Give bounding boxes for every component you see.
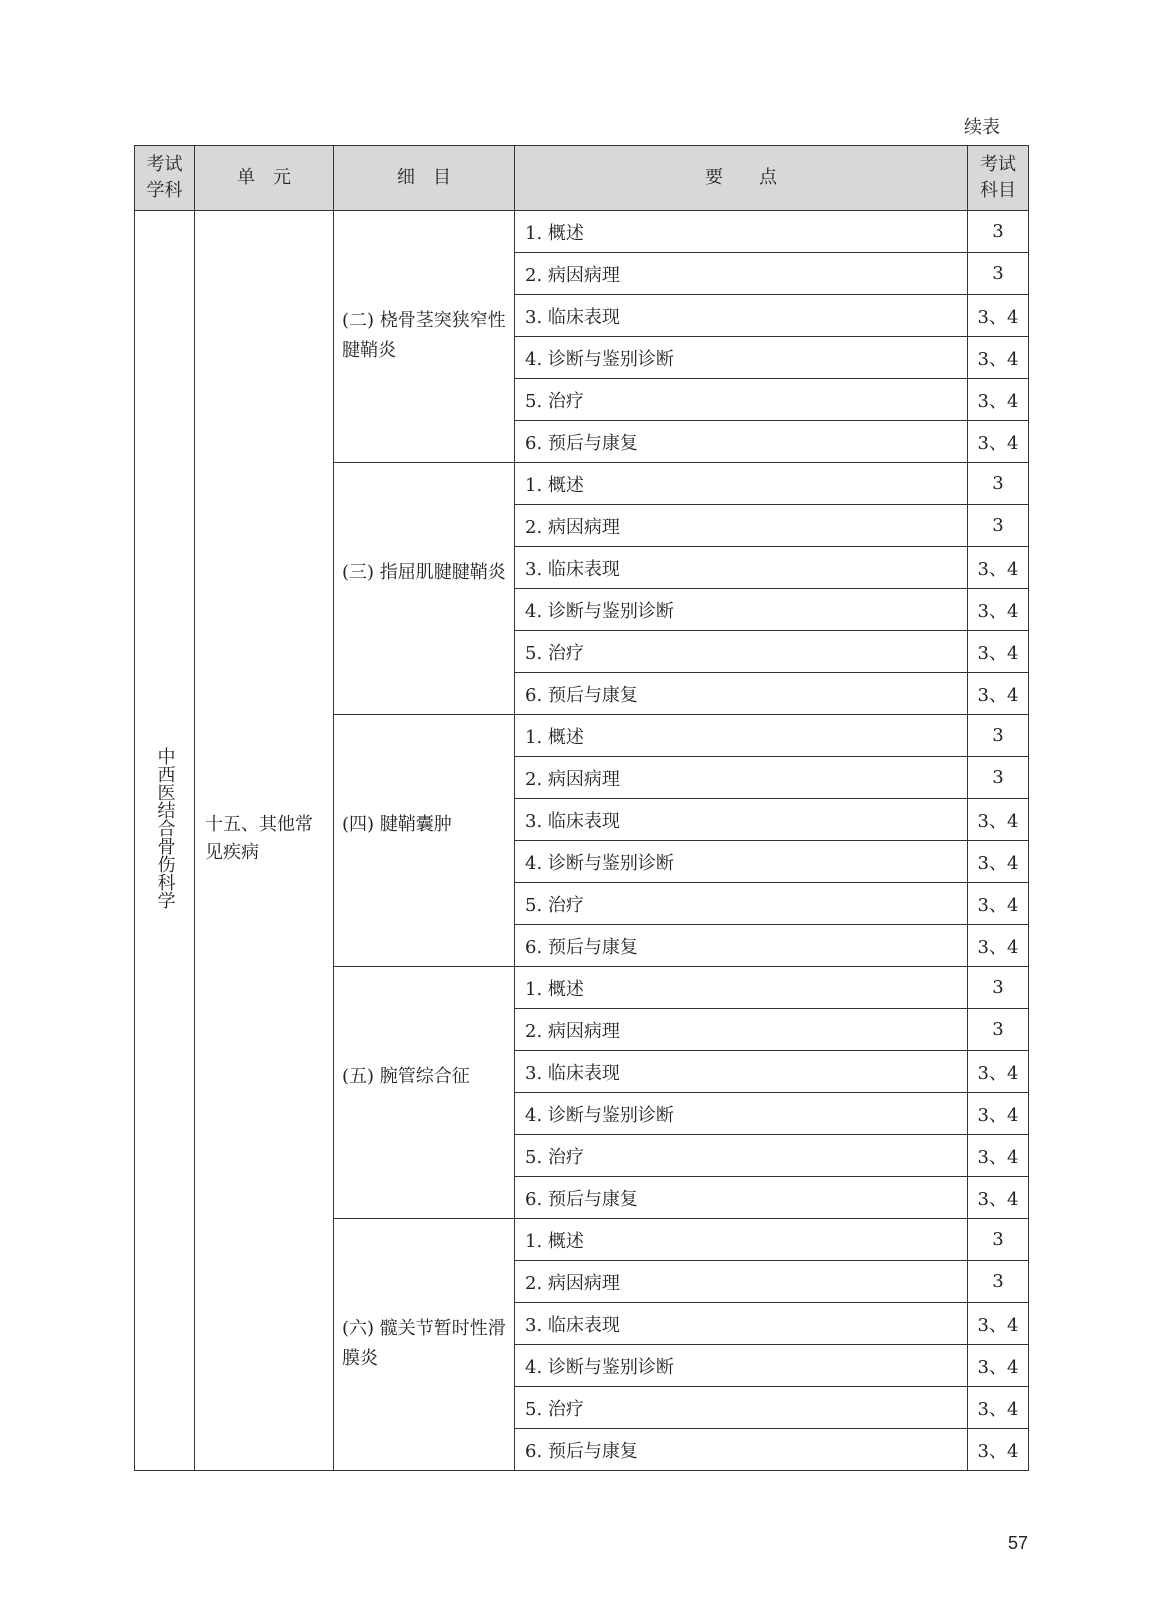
exam-subject-cell: 3 xyxy=(968,967,1029,1009)
point-cell: 5. 治疗 xyxy=(515,631,968,673)
exam-subject-cell: 3 xyxy=(968,463,1029,505)
exam-subject-cell: 3 xyxy=(968,757,1029,799)
subject-cell xyxy=(135,211,195,1471)
page-number: 57 xyxy=(1007,1533,1028,1553)
exam-syllabus-table xyxy=(134,145,1029,1471)
exam-subject-cell: 3、4 xyxy=(968,337,1029,379)
point-cell: 3. 临床表现 xyxy=(515,1051,968,1093)
detail-cell xyxy=(334,715,515,967)
point-cell: 6. 预后与康复 xyxy=(515,925,968,967)
exam-subject-cell: 3 xyxy=(968,1009,1029,1051)
point-cell: 4. 诊断与鉴别诊断 xyxy=(515,1345,968,1387)
detail-text: (三) 指屈肌腱腱鞘炎 xyxy=(342,562,506,583)
detail-cell xyxy=(334,211,515,463)
point-cell: 2. 病因病理 xyxy=(515,1261,968,1303)
point-cell: 1. 概述 xyxy=(515,715,968,757)
exam-subject-cell: 3 xyxy=(968,715,1029,757)
detail-text: (四) 腱鞘囊肿 xyxy=(342,814,452,835)
exam-subject-cell: 3、4 xyxy=(968,841,1029,883)
exam-subject-cell: 3 xyxy=(968,505,1029,547)
detail-cell xyxy=(334,1219,515,1471)
subject-text: 中西医结合骨伤科学 xyxy=(154,747,176,909)
header-detail xyxy=(334,146,515,211)
exam-subject-cell: 3、4 xyxy=(968,1429,1029,1471)
point-cell: 3. 临床表现 xyxy=(515,295,968,337)
point-cell: 1. 概述 xyxy=(515,1219,968,1261)
point-cell: 1. 概述 xyxy=(515,463,968,505)
point-cell: 1. 概述 xyxy=(515,967,968,1009)
point-cell: 4. 诊断与鉴别诊断 xyxy=(515,841,968,883)
point-cell: 2. 病因病理 xyxy=(515,1009,968,1051)
point-cell: 3. 临床表现 xyxy=(515,547,968,589)
exam-subject-cell: 3 xyxy=(968,253,1029,295)
detail-cell xyxy=(334,967,515,1219)
header-subject xyxy=(135,146,195,211)
header-unit-label: 单 元 xyxy=(237,167,291,188)
exam-subject-cell: 3、4 xyxy=(968,547,1029,589)
exam-subject-cell: 3 xyxy=(968,211,1029,253)
exam-subject-cell: 3 xyxy=(968,1261,1029,1303)
point-cell: 6. 预后与康复 xyxy=(515,1177,968,1219)
point-cell: 4. 诊断与鉴别诊断 xyxy=(515,337,968,379)
point-cell: 5. 治疗 xyxy=(515,379,968,421)
exam-subject-cell: 3、4 xyxy=(968,1093,1029,1135)
point-cell: 4. 诊断与鉴别诊断 xyxy=(515,589,968,631)
exam-subject-cell: 3、4 xyxy=(968,1135,1029,1177)
exam-subject-cell: 3、4 xyxy=(968,925,1029,967)
exam-subject-cell: 3、4 xyxy=(968,1303,1029,1345)
point-cell: 6. 预后与康复 xyxy=(515,1429,968,1471)
point-cell: 6. 预后与康复 xyxy=(515,673,968,715)
point-cell: 1. 概述 xyxy=(515,211,968,253)
exam-subject-cell: 3、4 xyxy=(968,379,1029,421)
exam-subject-cell: 3、4 xyxy=(968,1051,1029,1093)
point-cell: 3. 临床表现 xyxy=(515,799,968,841)
unit-text: 十五、其他常见疾病 xyxy=(205,814,313,863)
point-cell: 2. 病因病理 xyxy=(515,505,968,547)
exam-subject-cell: 3、4 xyxy=(968,589,1029,631)
continued-label: 续表 xyxy=(964,117,1000,138)
point-cell: 3. 临床表现 xyxy=(515,1303,968,1345)
table-header-row xyxy=(135,146,1029,211)
exam-subject-cell: 3、4 xyxy=(968,673,1029,715)
point-cell: 5. 治疗 xyxy=(515,1387,968,1429)
exam-subject-cell: 3、4 xyxy=(968,1345,1029,1387)
table-row xyxy=(135,211,1029,253)
header-detail-label: 细 目 xyxy=(397,167,451,188)
detail-text: (二) 桡骨茎突狭窄性腱鞘炎 xyxy=(342,310,506,361)
exam-subject-cell: 3 xyxy=(968,1219,1029,1261)
header-point xyxy=(515,146,968,211)
header-unit xyxy=(195,146,334,211)
header-point-label: 要 点 xyxy=(705,167,777,188)
point-cell: 2. 病因病理 xyxy=(515,253,968,295)
exam-subject-cell: 3、4 xyxy=(968,1177,1029,1219)
header-exam xyxy=(968,146,1029,211)
exam-subject-cell: 3、4 xyxy=(968,883,1029,925)
detail-text: (六) 髋关节暂时性滑膜炎 xyxy=(342,1318,506,1369)
header-exam-label: 考试 科目 xyxy=(980,154,1016,201)
point-cell: 2. 病因病理 xyxy=(515,757,968,799)
point-cell: 6. 预后与康复 xyxy=(515,421,968,463)
exam-subject-cell: 3、4 xyxy=(968,1387,1029,1429)
exam-subject-cell: 3、4 xyxy=(968,799,1029,841)
point-cell: 4. 诊断与鉴别诊断 xyxy=(515,1093,968,1135)
point-cell: 5. 治疗 xyxy=(515,1135,968,1177)
unit-cell xyxy=(195,211,334,1471)
header-subject-label: 考试 学科 xyxy=(146,154,183,201)
detail-cell xyxy=(334,463,515,715)
detail-text: (五) 腕管综合征 xyxy=(342,1066,470,1087)
exam-subject-cell: 3、4 xyxy=(968,631,1029,673)
exam-subject-cell: 3、4 xyxy=(968,421,1029,463)
exam-subject-cell: 3、4 xyxy=(968,295,1029,337)
point-cell: 5. 治疗 xyxy=(515,883,968,925)
table-body xyxy=(135,211,1029,1471)
